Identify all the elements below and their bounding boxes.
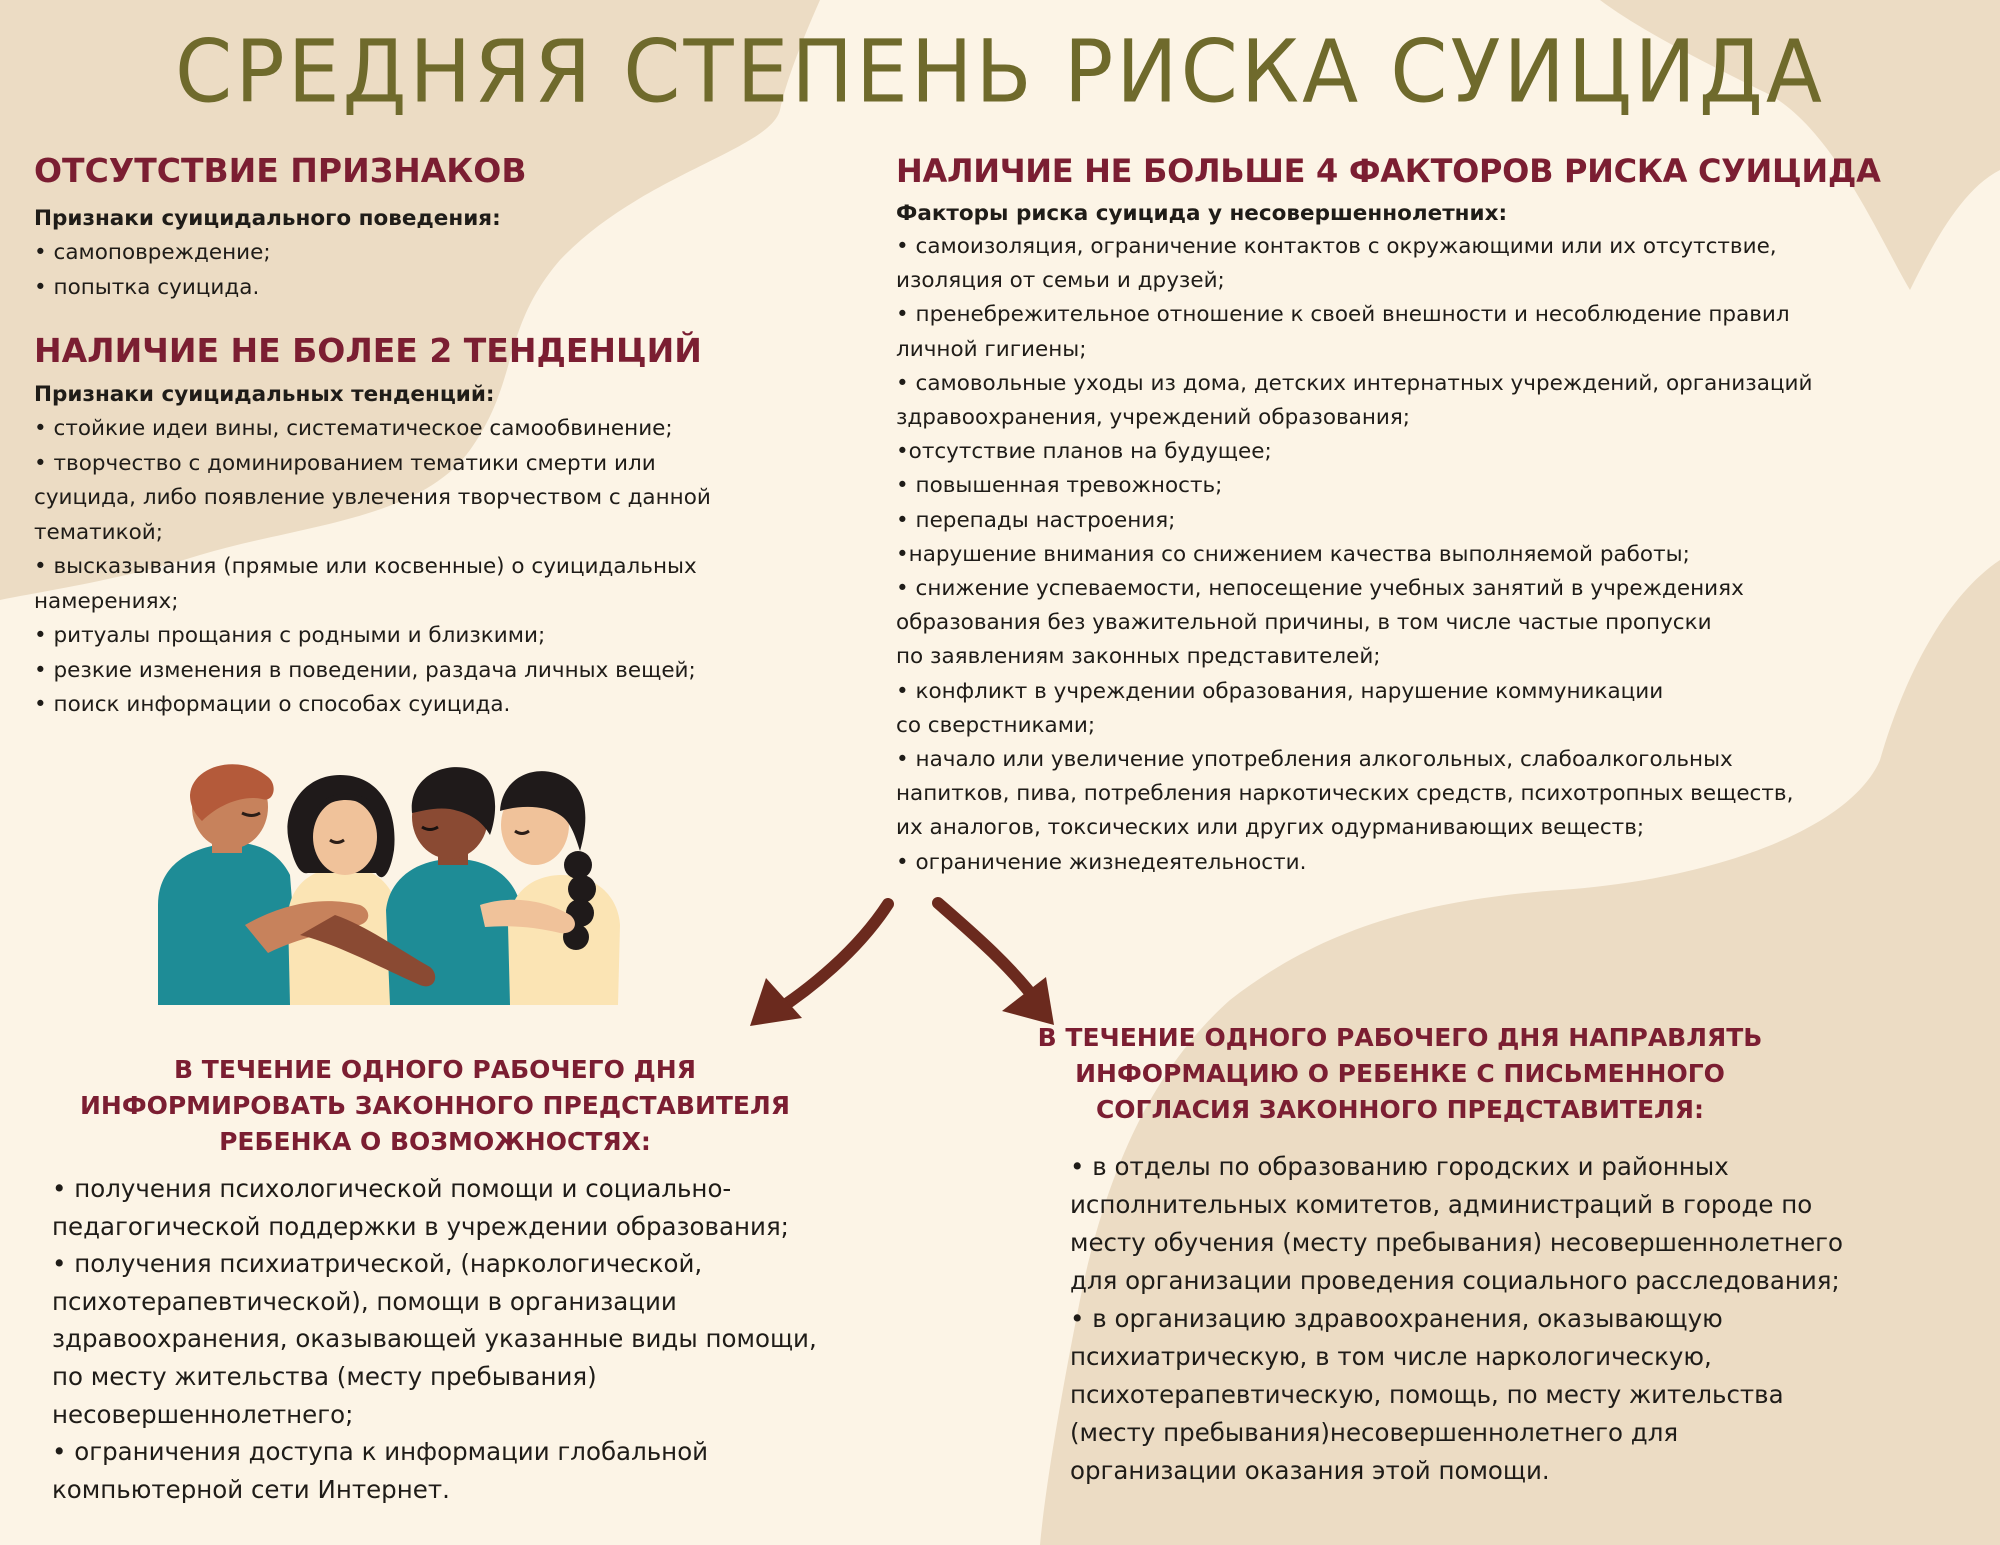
subheading-suicidal-tendencies: Признаки суицидальных тенденций: — [34, 382, 495, 407]
person-1 — [158, 764, 300, 1005]
list-item: • в организацию здравоохранения, оказывающую — [1070, 1304, 1723, 1333]
bottom-left-heading-line: РЕБЕНКА О ВОЗМОЖНОСТЯХ: — [219, 1127, 651, 1156]
list-item: по месту жительства (месту пребывания) — [52, 1361, 597, 1391]
list-item: изоляция от семьи и друзей; — [896, 268, 1225, 294]
list-item: • ограничения доступа к информации глобальной — [52, 1437, 709, 1467]
list-item: несовершеннолетнего; — [52, 1399, 354, 1429]
list-item: психиатрическую, в том числе наркологическую, — [1070, 1342, 1712, 1371]
left-top-section — [34, 148, 526, 305]
list-item: напитков, пива, потребления наркотических средств, психотропных веществ, — [896, 781, 1794, 807]
list-item: • ограничение жизнедеятельности. — [896, 849, 1307, 875]
list-item: • попытка суицида. — [34, 274, 260, 300]
list-item: намерениях; — [34, 588, 179, 614]
heading-risk-factors: НАЛИЧИЕ НЕ БОЛЬШЕ 4 ФАКТОРОВ РИСКА СУИЦИДА — [896, 152, 1881, 190]
arrow-down-left-icon — [740, 898, 900, 1033]
list-item: • начало или увеличение употребления алкогольных, слабоалкогольных — [896, 747, 1733, 773]
bottom-left-heading-line: ИНФОРМИРОВАТЬ ЗАКОННОГО ПРЕДСТАВИТЕЛЯ — [79, 1091, 791, 1120]
bottom-left-section — [70, 1052, 800, 1160]
group-hug-illustration — [150, 755, 670, 1005]
list-item: • пренебрежительное отношение к своей внешности и несоблюдение правил — [896, 302, 1790, 328]
subheading-risk-factors: Факторы риска суицида у несовершеннолетних: — [896, 201, 1508, 226]
list-item: (месту пребывания)несовершеннолетнего для — [1070, 1418, 1679, 1447]
right-risk-factors-section — [896, 148, 1881, 880]
person-2 — [287, 775, 402, 1005]
list-item: со сверстниками; — [896, 712, 1096, 738]
list-item: личной гигиены; — [896, 336, 1087, 362]
list-item: • самовольные уходы из дома, детских интернатных учреждений, организаций — [896, 370, 1813, 396]
list-item: • поиск информации о способах суицида. — [34, 692, 511, 717]
list-item: • стойкие идеи вины, систематическое самообвинение; — [34, 416, 673, 441]
arrow-down-right-icon — [930, 895, 1065, 1035]
list-item: суицида, либо появление увлечения творчеством с данной — [34, 485, 711, 510]
list-item: педагогической поддержки в учреждении образования; — [52, 1211, 789, 1241]
list-item: • снижение успеваемости, непосещение учебных занятий в учреждениях — [896, 576, 1744, 602]
list-item: психотерапевтическую, помощь, по месту жительства — [1070, 1380, 1784, 1409]
bottom-left-heading-line: В ТЕЧЕНИЕ ОДНОГО РАБОЧЕГО ДНЯ — [174, 1055, 696, 1084]
heading-tendencies: НАЛИЧИЕ НЕ БОЛЕЕ 2 ТЕНДЕНЦИЙ — [34, 331, 702, 370]
heading-no-signs: ОТСУТСТВИЕ ПРИЗНАКОВ — [34, 151, 527, 190]
list-item: • самоповреждение; — [34, 240, 271, 265]
list-item: здравоохранения, оказывающей указанные виды помощи, — [52, 1324, 817, 1354]
list-item: для организации проведения социального расследования; — [1070, 1266, 1840, 1295]
list-item: компьютерной сети Интернет. — [52, 1474, 450, 1504]
list-item: •нарушение внимания со снижением качества выполняемой работы; — [896, 541, 1690, 567]
list-item: исполнительных комитетов, администраций в городе по — [1070, 1190, 1813, 1219]
list-item: месту обучения (месту пребывания) несовершеннолетнего — [1070, 1228, 1844, 1257]
list-item: • самоизоляция, ограничение контактов с окружающими или их отсутствие, — [896, 234, 1777, 259]
bottom-right-heading-line: СОГЛАСИЯ ЗАКОННОГО ПРЕДСТАВИТЕЛЯ: — [1095, 1095, 1705, 1124]
list-item: их аналогов, токсических или других одурманивающих веществ; — [896, 815, 1645, 841]
list-item: • ритуалы прощания с родными и близкими; — [34, 623, 546, 648]
bottom-right-heading-line: В ТЕЧЕНИЕ ОДНОГО РАБОЧЕГО ДНЯ НАПРАВЛЯТЬ — [1037, 1023, 1763, 1052]
bottom-left-list — [52, 1170, 817, 1508]
list-item: • повышенная тревожность; — [896, 473, 1223, 499]
list-item: по заявлениям законных представителей; — [896, 644, 1381, 670]
list-item: тематикой; — [34, 519, 163, 545]
left-tendencies-section — [34, 328, 711, 723]
bottom-right-heading-line: ИНФОРМАЦИЮ О РЕБЕНКЕ С ПИСЬМЕННОГО — [1075, 1059, 1725, 1088]
list-item: • высказывания (прямые или косвенные) о суицидальных — [34, 554, 697, 579]
list-item: образования без уважительной причины, в том числе частые пропуски — [896, 610, 1712, 636]
person-4 — [500, 771, 620, 1005]
list-item: психотерапевтической), помощи в организации — [52, 1286, 677, 1316]
list-item: • перепады настроения; — [896, 507, 1176, 533]
subheading-suicidal-behavior: Признаки суицидального поведения: — [34, 206, 501, 231]
list-item: • творчество с доминированием тематики смерти или — [34, 450, 656, 476]
bottom-right-list — [1070, 1148, 1843, 1490]
list-item: организации оказания этой помощи. — [1070, 1456, 1550, 1485]
bottom-right-section — [1030, 1020, 1770, 1128]
list-item: • конфликт в учреждении образования, нарушение коммуникации — [896, 678, 1664, 704]
list-item: • получения психиатрической, (наркологической, — [52, 1249, 703, 1279]
list-item: • в отделы по образованию городских и районных — [1070, 1152, 1729, 1181]
page-title: СРЕДНЯЯ СТЕПЕНЬ РИСКА СУИЦИДА — [174, 22, 1825, 123]
list-item: • получения психологической помощи и социально- — [52, 1174, 732, 1203]
list-item: •отсутствие планов на будущее; — [896, 439, 1272, 465]
list-item: здравоохранения, учреждений образования; — [896, 405, 1411, 431]
list-item: • резкие изменения в поведении, раздача личных вещей; — [34, 657, 696, 683]
